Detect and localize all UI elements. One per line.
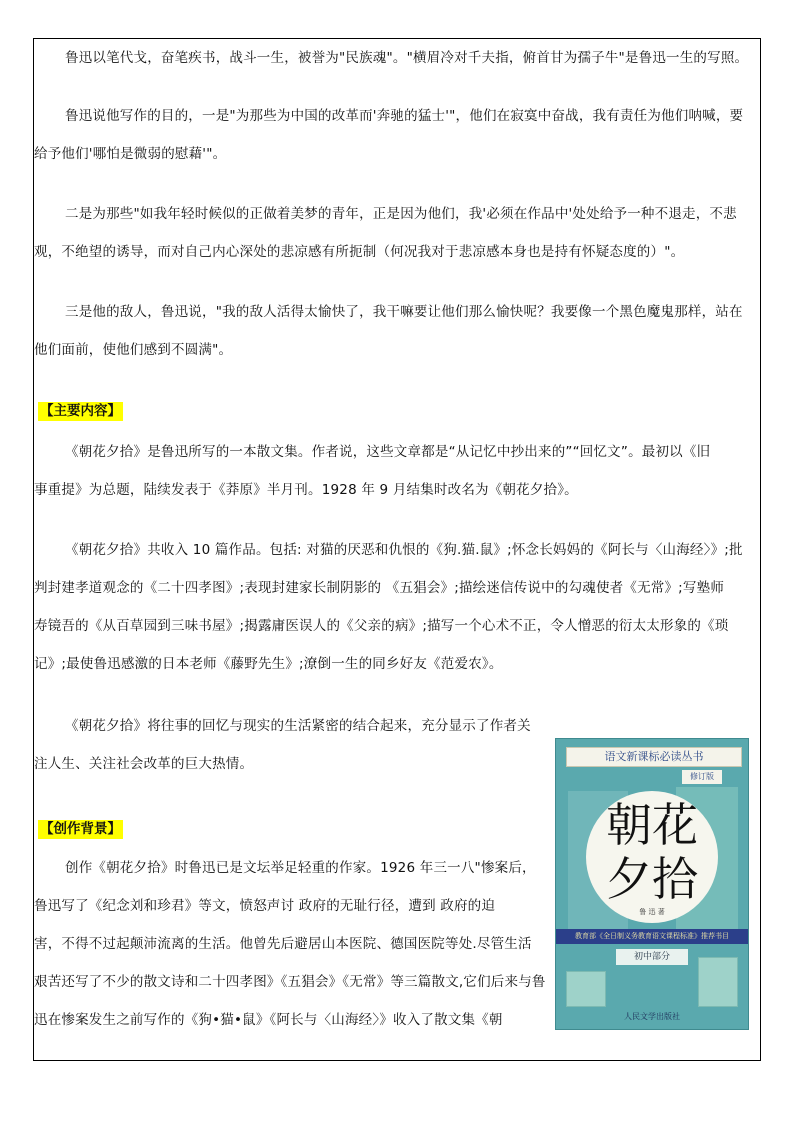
text-line: 《朝花夕拾》共收入 10 篇作品。包括: 对猫的厌恶和仇恨的《狗.猫.鼠》;怀念长妈妈的《阿长与〈山海经〉》;批 <box>65 542 743 558</box>
text-line: 观，不绝望的诱导，而对自己内心深处的悲凉感有所扼制（何况我对于悲凉感本身也是持有怀疑态度的）"。 <box>34 244 685 260</box>
heading-background: 【创作背景】 <box>40 821 121 837</box>
text-line: 害，不得不过起颠沛流离的生活。他曾先后避居山本医院、德国医院等处.尽管生活 <box>34 936 532 952</box>
book-stage-label: 初中部分 <box>616 949 688 965</box>
book-publisher: 人民文学出版社 <box>624 1012 680 1021</box>
text-line: 鲁迅以笔代戈，奋笔疾书，战斗一生，被誉为"民族魂"。"横眉冷对千夫指，俯首甘为孺子牛"是鲁迅一生的写照。 <box>65 50 749 66</box>
text-line: 《朝花夕拾》将往事的回忆与现实的生活紧密的结合起来，充分显示了作者关 <box>65 718 531 734</box>
text-line: 迅在惨案发生之前写作的《狗•猫•鼠》《阿长与〈山海经〉》收入了散文集《朝 <box>34 1012 503 1028</box>
book-title-line1: 朝花 <box>606 798 698 852</box>
book-cover-image <box>555 738 749 1030</box>
text-line: 创作《朝花夕拾》时鲁迅已是文坛举足轻重的作家。1926 年三一八"惨案后， <box>65 860 536 876</box>
heading-main-content: 【主要内容】 <box>40 403 121 419</box>
cover-thumbnail <box>698 957 738 1007</box>
text-line: 艰苦还写了不少的散文诗和二十四孝图》《五猖会》《无常》等三篇散文,它们后来与鲁 <box>34 974 546 990</box>
text-line: 他们面前，使他们感到不圆满"。 <box>34 342 233 358</box>
paragraph-4 <box>34 302 743 360</box>
paragraph-6 <box>34 540 743 674</box>
book-edition-label: 修订版 <box>682 770 722 784</box>
text-line: 《朝花夕拾》是鲁迅所写的一本散文集。作者说，这些文章都是“从记忆中抄出来的”“回忆文”。最初以《旧 <box>65 444 711 460</box>
text-line: 鲁迅说他写作的目的，一是"为那些为中国的改革而'奔驰的猛士'"，他们在寂寞中奋战，我有责任为他们呐喊，要 <box>65 108 744 124</box>
book-title-line2: 夕拾 <box>606 852 698 906</box>
book-series-label: 语文新课标必读丛书 <box>566 747 742 767</box>
text-line: 二是为那些"如我年轻时候似的正做着美梦的青年，正是因为他们，我'必须在作品中'处处给予一种不退走，不悲 <box>65 206 737 222</box>
paragraph-2 <box>34 106 743 164</box>
book-author: 鲁 迅 著 <box>639 908 665 916</box>
text-line: 寿镜吾的《从百草园到三味书屋》;揭露庸医误人的《父亲的病》;描写一个心术不正，令人憎恶的衍太太形象的《琐 <box>34 618 729 634</box>
text-line: 三是他的敌人，鲁迅说，"我的敌人活得太愉快了，我干嘛要让他们那么愉快呢？我要像一个黑色魔鬼那样，站在 <box>65 304 743 320</box>
text-line: 事重提》为总题，陆续发表于《莽原》半月刊。1928 年 9 月结集时改名为《朝花夕拾》。 <box>34 482 578 498</box>
text-line: 判封建孝道观念的《二十四孝图》;表现封建家长制阴影的 《五猖会》;描绘迷信传说中的勾魂使者《无常》;写塾师 <box>34 580 725 596</box>
text-line: 记》;最使鲁迅感激的日本老师《藤野先生》;潦倒一生的同乡好友《范爱农》。 <box>34 656 503 672</box>
paragraph-3 <box>34 204 737 262</box>
paragraph-8 <box>34 858 546 1030</box>
text-line: 给予他们'哪怕是微弱的慰藉'"。 <box>34 146 227 162</box>
cover-thumbnail <box>566 971 606 1007</box>
text-line: 鲁迅写了《纪念刘和珍君》等文，愤怒声讨 政府的无耻行径，遭到 政府的迫 <box>34 898 496 914</box>
text-line: 注人生、关注社会改革的巨大热情。 <box>34 756 254 772</box>
paragraph-7 <box>34 716 531 774</box>
book-recommendation-band: 教育部《全日制义务教育语文课程标准》推荐书目 <box>556 929 748 944</box>
paragraph-5 <box>34 442 710 500</box>
paragraph-1 <box>34 48 748 68</box>
